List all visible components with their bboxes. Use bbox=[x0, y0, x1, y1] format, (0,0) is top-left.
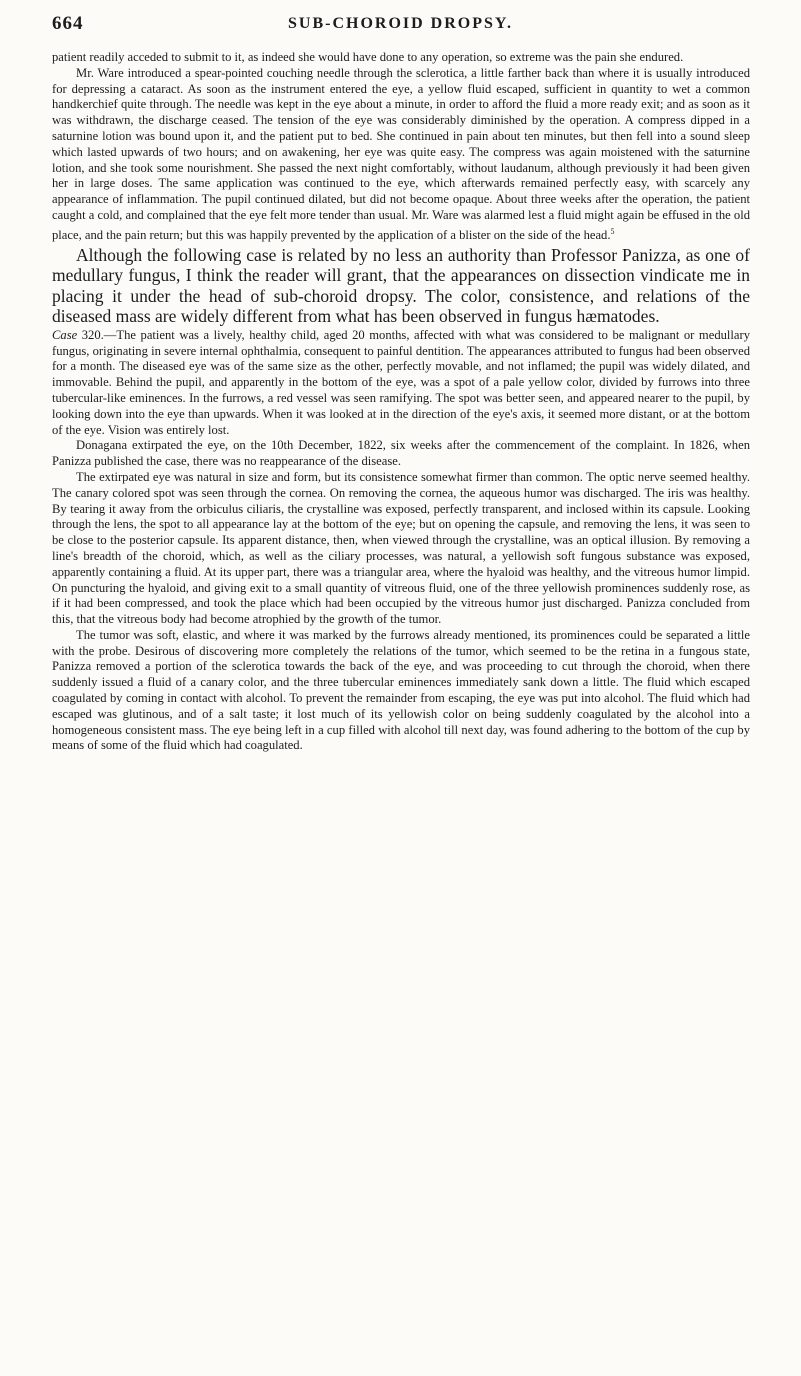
body-text bbox=[52, 50, 750, 754]
footnote-marker: 5 bbox=[610, 226, 615, 236]
case-320-text: 320.—The patient was a lively, healthy child, aged 20 months, affected with what was considered to be malignant or medullary fungus, originating in severe internal ophthalmia, consequent to painful dentition. The appearances attributed to fungus had been observed for a month. The diseased eye was of the same size as the other, perfectly movable, and not inflamed; the pupil was widely dilated, and immovable. Behind the pupil, and apparently in the bottom of the eye, was a spot of a pale yellow color, divided by furrows into three tubercular-like eminences. In the furrows, a red vessel was seen ramifying. The spot was better seen, and appeared nearer to the pupil, by looking down into the eye than upwards. When it was looked at in the direction of the eye's axis, it seemed more distant, or at the bottom of the eye. Vision was entirely lost. bbox=[52, 327, 750, 437]
paragraph-case-320 bbox=[52, 328, 750, 439]
page-number: 664 bbox=[52, 13, 84, 34]
paragraph-ware-operation bbox=[52, 66, 750, 244]
paragraph-donagana-extirpation: Donagana extirpated the eye, on the 10th December, 1822, six weeks after the commencement of the complaint. In 1826, when Panizza published the case, there was no reappearance of the disease. bbox=[52, 438, 750, 469]
running-head: SUB-CHOROID DROPSY. bbox=[288, 15, 513, 32]
paragraph-patient-acceded: patient readily acceded to submit to it, as indeed she would have done to any operation, so extreme was the pain she endured. bbox=[52, 50, 684, 64]
paragraph-ware-operation-text: Mr. Ware introduced a spear-pointed couching needle through the sclerotica, a little farther back than where it is usually introduced for depressing a cataract. As soon as the instrument entered the eye, a yellow fluid escaped, sufficient in quantity to wet a common handkerchief quite through. The needle was kept in the eye about a minute, in order to afford the fluid a more ready exit; and as soon as it was withdrawn, the discharge ceased. The tension of the eye was considerably diminished by the operation. A compress dipped in a saturnine lotion was bound upon it, and the patient put to bed. She continued in pain about ten minutes, but then fell into a sound sleep which lasted upwards of two hours; and on awakening, her eye was quite easy. The compress was again moistened with the saturnine lotion, and she took some nourishment. She passed the next night comfortably, without laudanum, although previously it had been given her in large doses. The same application was continued to the eye, which afterwards remained perfectly easy, with scarcely any appearance of inflammation. The pupil continued dilated, but did not become opaque. About three weeks after the operation, the patient caught a cold, and complained that the eye felt more tender than usual. Mr. Ware was alarmed lest a fluid might again be effused in the old place, and the pain return; but this was happily prevented by the application of a blister on the side of the head. bbox=[52, 65, 750, 242]
paragraph-panizza-intro: Although the following case is related by no less an authority than Professor Panizza, as one of medullary fungus, I think the reader will grant, that the appearances on dissection vindicate me in placing it under the head of sub-choroid dropsy. The color, consistence, and relations of the diseased mass are widely different from what has been observed in fungus hæmatodes. bbox=[52, 244, 750, 327]
paragraph-tumor-description: The tumor was soft, elastic, and where it was marked by the furrows already mentioned, its prominences could be separated a little with the probe. Desirous of discovering more completely the relations of the tumor, which seemed to be the retina in a fungous state, Panizza removed a portion of the sclerotica towards the back of the eye, and was proceeding to cut through the choroid, when there suddenly issued a fluid of a canary color, and the three tubercular eminences immediately sank down a little. The fluid which escaped coagulated by coming in contact with alcohol. To prevent the remainder from escaping, the eye was put into alcohol. The fluid which had escaped was glutinous, and of a salt taste; it lost much of its yellowish color on being suddenly coagulated by the alcohol into a homogeneous consistent mass. The eye being left in a cup filled with alcohol till next day, was found adhering to the bottom of the cup by means of some of the fluid which had coagulated. bbox=[52, 627, 750, 753]
case-label: Case bbox=[52, 327, 78, 342]
paragraph-extirpated-eye: The extirpated eye was natural in size and form, but its consistence somewhat firmer than common. The optic nerve seemed healthy. The canary colored spot was seen through the cornea. On removing the cornea, the aqueous humor was discharged. The iris was healthy. By tearing it away from the orbiculus ciliaris, the crystalline was exposed, perfectly transparent, and inclosed within its capsule. Looking through the lens, the spot to all appearance lay at the bottom of the eye; but on opening the capsule, and removing the lens, it was seen to be close to the posterior capsule. Its apparent distance, then, when viewed through the crystalline, was an optical illusion. By removing a line's breadth of the choroid, which, as well as the ciliary processes, was natural, a yellowish soft fungous substance was exposed, apparently containing a fluid. At its upper part, there was a triangular area, where the hyaloid was healthy, and the vitreous humor limpid. On puncturing the hyaloid, and giving exit to a small quantity of vitreous fluid, one of the three yellowish prominences suddenly rose, as if it had been compressed, and took the place which had been occupied by the vitreous humor just discharged. Panizza concluded from this, that the vitreous body had become atrophied by the growth of the tumor. bbox=[52, 469, 750, 627]
page-header bbox=[52, 13, 749, 37]
